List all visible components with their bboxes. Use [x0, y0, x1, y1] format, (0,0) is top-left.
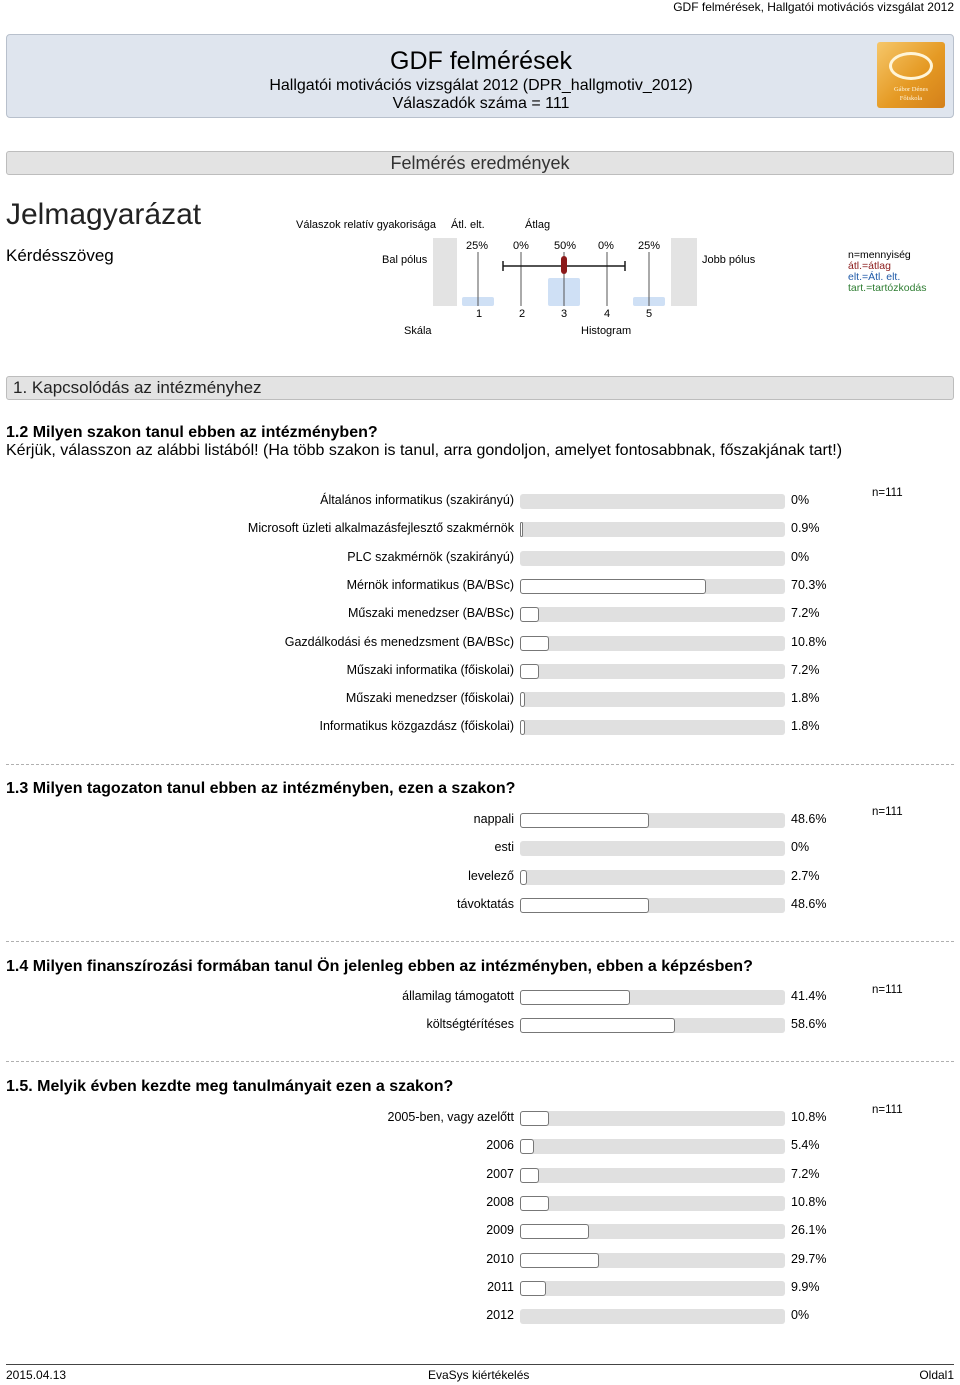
answer-percent: 48.6%	[791, 812, 827, 826]
answer-percent: 2.7%	[791, 869, 820, 883]
section-1-bar	[6, 376, 954, 400]
legend-key-abstain: tart.=tartózkodás	[848, 282, 927, 294]
question-1-3-n: n=111	[872, 806, 903, 818]
answer-bar	[520, 607, 539, 622]
question-1-4-title: 1.4 Milyen finanszírozási formában tanul Ön jelenleg ebben az intézményben, ebben a képzésben?	[6, 958, 753, 975]
answer-bar	[520, 1224, 589, 1239]
logo-text-1: Gábor Dénes	[893, 86, 929, 93]
answer-percent: 7.2%	[791, 663, 820, 677]
answer-label: 2009	[486, 1223, 514, 1237]
legend-left-gray	[433, 238, 457, 306]
legend-right-pole: Jobb pólus	[702, 254, 756, 266]
legend-left-pole: Bal pólus	[382, 254, 428, 266]
report-title: GDF felmérések	[390, 47, 572, 75]
question-1-3-title: 1.3 Milyen tagozaton tanul ebben az intézményben, ezen a szakon?	[6, 780, 516, 797]
answer-percent: 10.8%	[791, 1195, 827, 1209]
footer-rule	[6, 1364, 954, 1365]
answer-label: Microsoft üzleti alkalmazásfejlesztő szakmérnök	[247, 521, 514, 535]
question-1-2-subtitle: Kérjük, válasszon az alábbi listából! (Ha több szakon is tanul, arra gondoljon, amelyet fontosabbnak, főszakjának tart!)	[6, 442, 843, 459]
answer-bar-track	[520, 1139, 785, 1154]
answer-percent: 70.3%	[791, 578, 827, 592]
answer-percent: 0%	[791, 550, 810, 564]
answer-label: Informatikus közgazdász (főiskolai)	[319, 719, 514, 733]
question-1-4-n: n=111	[872, 984, 903, 996]
answer-bar	[520, 1281, 546, 1296]
legend-pct-mid: 50%	[554, 240, 577, 252]
answer-bar	[520, 636, 549, 651]
footer-center: EvaSys kiértékelés	[428, 1368, 530, 1382]
legend-key-n: n=mennyiség	[848, 249, 911, 261]
institution-logo	[877, 42, 945, 108]
divider	[6, 764, 954, 765]
answer-bar-track	[520, 813, 785, 828]
divider	[6, 941, 954, 942]
answer-bar-track	[520, 1196, 785, 1211]
answer-percent: 0%	[791, 1308, 810, 1322]
answer-bar-track	[520, 494, 785, 509]
answer-percent: 0%	[791, 840, 810, 854]
answer-bar	[520, 1018, 675, 1033]
legend-key-std: elt.=Átl. elt.	[848, 271, 901, 283]
answer-bar-track	[520, 1111, 785, 1126]
answer-bar	[520, 1139, 534, 1154]
answer-bar-track	[520, 720, 785, 735]
answer-percent: 10.8%	[791, 635, 827, 649]
answer-percent: 1.8%	[791, 691, 820, 705]
answer-label: Műszaki menedzser (főiskolai)	[345, 691, 514, 705]
legend-tick-4: 4	[604, 308, 611, 320]
section-1-title: 1. Kapcsolódás az intézményhez	[13, 378, 262, 397]
answer-label: 2008	[486, 1195, 514, 1209]
answer-bar	[520, 813, 649, 828]
answer-bar-track	[520, 1253, 785, 1268]
answer-percent: 29.7%	[791, 1252, 827, 1266]
answer-label: Gazdálkodási és menedzsment (BA/BSc)	[284, 635, 514, 649]
answer-percent: 9.9%	[791, 1280, 820, 1294]
answer-bar-track	[520, 636, 785, 651]
answer-bar-track	[520, 607, 785, 622]
title-banner	[6, 34, 954, 118]
answer-label: levelező	[468, 869, 514, 883]
legend-right-gray	[671, 238, 697, 306]
answer-percent: 0.9%	[791, 521, 820, 535]
question-1-5-n: n=111	[872, 1104, 903, 1116]
answer-label: 2011	[487, 1280, 514, 1294]
answer-percent: 5.4%	[791, 1138, 820, 1152]
report-subtitle: Hallgatói motivációs vizsgálat 2012 (DPR_hallgmotiv_2012)	[269, 77, 693, 94]
answer-label: esti	[494, 840, 514, 854]
answer-bar	[520, 692, 525, 707]
answer-label: 2010	[486, 1252, 514, 1266]
footer-page: Oldal1	[919, 1368, 954, 1382]
answer-label: Műszaki menedzser (BA/BSc)	[347, 606, 514, 620]
results-section-title: Felmérés eredmények	[390, 153, 570, 173]
answer-bar-track	[520, 1168, 785, 1183]
answer-bar-track	[520, 579, 785, 594]
answer-percent: 0%	[791, 493, 810, 507]
answer-percent: 48.6%	[791, 897, 827, 911]
answer-percent: 41.4%	[791, 989, 827, 1003]
answer-label: Általános informatikus (szakirányú)	[320, 493, 514, 507]
logo-text-2: Főiskola	[899, 95, 923, 102]
divider	[6, 1061, 954, 1062]
legend-tick-1: 1	[476, 308, 483, 320]
answer-percent: 7.2%	[791, 606, 820, 620]
legend-mean: Átlag	[525, 219, 551, 231]
answer-label: 2006	[486, 1138, 514, 1152]
page-header-caption: GDF felmérések, Hallgatói motivációs vizsgálat 2012	[673, 0, 954, 14]
legend-tick-5: 5	[646, 308, 653, 320]
answer-bar	[520, 1196, 549, 1211]
answer-bar	[520, 1253, 599, 1268]
legend-scale: Skála	[404, 325, 432, 337]
answer-bar-track	[520, 1224, 785, 1239]
question-1-2-n: n=111	[872, 487, 903, 499]
answer-bar-track	[520, 1309, 785, 1324]
legend-std-dev: Átl. elt.	[451, 219, 485, 231]
question-1-5-title: 1.5. Melyik évben kezdte meg tanulmányait ezen a szakon?	[6, 1078, 454, 1095]
legend-tick-3: 3	[561, 308, 568, 320]
legend-question-text: Kérdésszöveg	[6, 246, 114, 265]
answer-bar	[520, 990, 630, 1005]
legend-pct-right: 25%	[638, 240, 661, 252]
answer-label: nappali	[473, 812, 514, 826]
answer-bar-track	[520, 1281, 785, 1296]
answer-percent: 58.6%	[791, 1017, 827, 1031]
answer-bar	[520, 664, 539, 679]
answer-bar	[520, 579, 706, 594]
answer-bar	[520, 870, 527, 885]
logo-ring-icon	[889, 52, 933, 80]
answer-bar-track	[520, 990, 785, 1005]
answer-label: 2012	[486, 1308, 514, 1322]
answer-label: államilag támogatott	[402, 989, 514, 1003]
answer-bar-track	[520, 551, 785, 566]
answer-bar	[520, 720, 525, 735]
answer-bar-track	[520, 1018, 785, 1033]
legend-key-mean: átl.=átlag	[848, 260, 891, 272]
answer-bar-track	[520, 870, 785, 885]
answer-percent: 1.8%	[791, 719, 820, 733]
answer-label: távoktatás	[457, 897, 514, 911]
legend-rel-freq: Válaszok relatív gyakorisága	[296, 219, 437, 231]
results-section-bar	[6, 151, 954, 175]
answer-bar-track	[520, 841, 785, 856]
answer-bar	[520, 1111, 549, 1126]
answer-label: PLC szakmérnök (szakirányú)	[347, 550, 514, 564]
answer-bar-track	[520, 522, 785, 537]
answer-label: Műszaki informatika (főiskolai)	[346, 663, 514, 677]
legend-pct-left: 25%	[466, 240, 489, 252]
legend-mean-marker	[561, 256, 567, 274]
answer-label: költségtérítéses	[426, 1017, 514, 1031]
legend-pct-0a: 0%	[513, 240, 529, 252]
respondent-count: Válaszadók száma = 111	[392, 95, 570, 112]
answer-percent: 10.8%	[791, 1110, 827, 1124]
answer-bar	[520, 1168, 539, 1183]
question-1-2-title: 1.2 Milyen szakon tanul ebben az intézményben?	[6, 424, 378, 441]
answer-bar-track	[520, 898, 785, 913]
legend-tick-2: 2	[519, 308, 526, 320]
answer-bar	[520, 522, 523, 537]
answer-label: Mérnök informatikus (BA/BSc)	[346, 578, 514, 592]
legend-pct-0b: 0%	[598, 240, 614, 252]
legend-title: Jelmagyarázat	[6, 198, 202, 231]
answer-bar-track	[520, 664, 785, 679]
footer-date: 2015.04.13	[6, 1368, 67, 1382]
answer-bar-track	[520, 692, 785, 707]
answer-label: 2005-ben, vagy azelőtt	[387, 1110, 514, 1124]
answer-percent: 7.2%	[791, 1167, 820, 1181]
legend-histogram: Histogram	[581, 325, 632, 337]
answer-label: 2007	[486, 1167, 514, 1181]
answer-bar	[520, 898, 649, 913]
answer-percent: 26.1%	[791, 1223, 827, 1237]
legend-diagram	[457, 238, 671, 306]
